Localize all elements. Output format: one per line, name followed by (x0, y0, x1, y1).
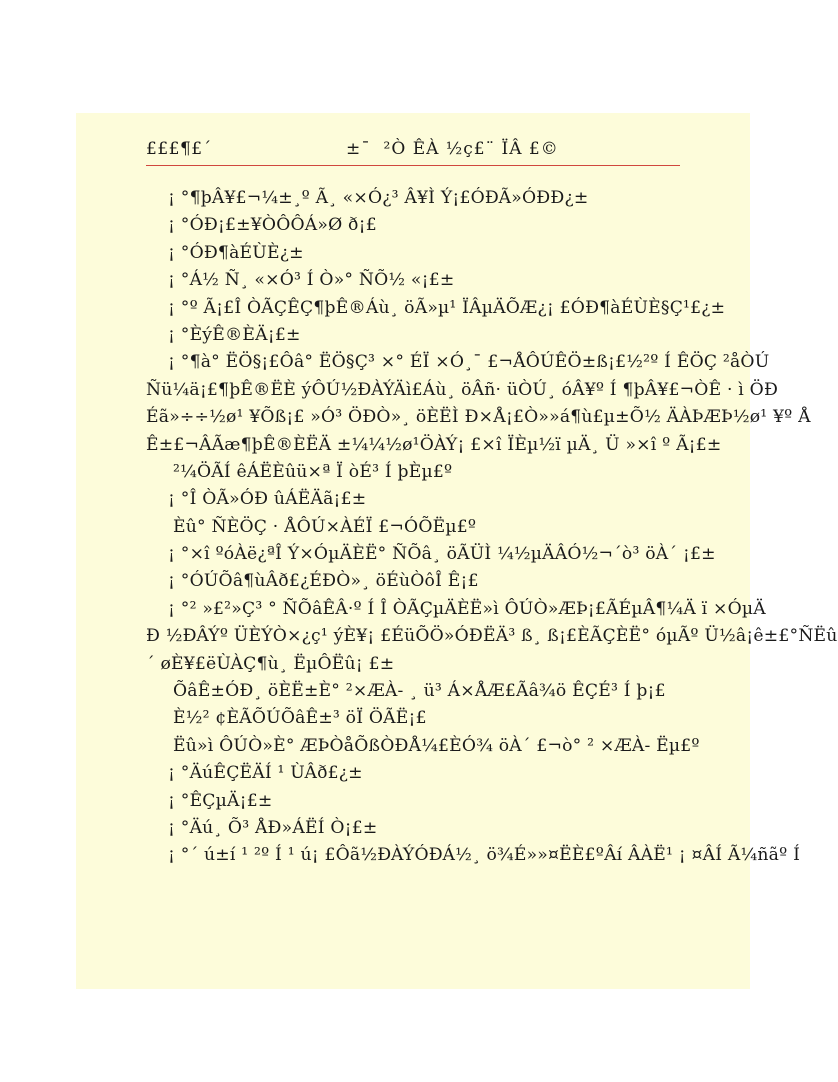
text-line: ¡ °¶þÂ¥£¬¼±¸º Ã¸ «×Ó¿³ Â¥Ì Ý¡£ÓÐÃ»ÓÐÐ¿± (168, 188, 589, 208)
text-line: ÕâÊ±ÓÐ¸ öÈË±È° ²×ÆÀ- ¸ ü³ Á×ÅÆ£Ãâ¾ö ÊÇÉ³ Í þ¡£ (173, 681, 666, 702)
text-line: Ñü¼ä¡£¶þÊ®ËÈ ýÔÚ½ÐÀÝÄì£Áù¸ öÂñ· üÒÚ¸ óÂ¥º Í ¶þÂ¥£¬ÒÊ · ì ÖÐ (146, 379, 779, 400)
text-line: ¡ °º Ã¡£Î ÒÃÇÊÇ¶þÊ®Áù¸ öÃ»µ¹ ÏÂµÄÕÆ¿¡ £ÓÐ¶àÉÙÈ§Ç¹£¿± (168, 297, 726, 318)
body-text (146, 185, 838, 870)
header-left-text: £££¶£´ (146, 139, 212, 159)
text-line: Ê±£¬ÂÃæ¶þÊ®ÈËÄ ±¼¼½ø¹ÖÀÝ¡ £×î ÏÈµ½ï µÄ¸ Ü »×î º Ã¡£± (146, 434, 722, 455)
text-line: ¡ °¶à° ËÖ§¡£Ôâ° ËÖ§Ç³ ×° ÉÏ ×Ó¸¯ £¬ÅÔÚÊÖ±ß¡£½²º Í ÊÖÇ ²åÒÚ (168, 352, 770, 373)
text-line: Èû° ÑÈÖÇ · ÅÔÚ×ÀÉÏ £¬ÓÕËµ£º (173, 516, 477, 537)
text-line: ´ øÈ¥£ëÙÀÇ¶ù¸ ËµÔËû¡ £± (146, 653, 395, 674)
page-header (146, 137, 680, 166)
text-line: È½² ¢ÈÃÕÚÕâÊ±³ öÏ ÖÃË¡£ (173, 708, 427, 729)
text-line: ¡ °ÈýÊ®ÈÄ¡£± (168, 324, 301, 345)
text-line: ¡ °ÊÇµÄ¡£± (168, 790, 273, 811)
text-line: ¡ °ÓÐ¡£±¥ÒÔÔÁ»Ø ð¡£ (168, 215, 377, 236)
text-line: ¡ °Äú¸ Õ³ ÅÐ»ÁËÍ Ò¡£± (168, 817, 378, 838)
text-line: ¡ °Î ÒÃ»ÓÐ ûÁËÄã¡£± (168, 489, 367, 510)
text-line: ¡ °Á½ Ñ¸ «×Ó³ Í Ò»° ÑÕ½ «¡£± (168, 270, 455, 291)
text-line: ²¼ÖÃÍ êÁËÈûü×ª Ï òÉ³ Í þÈµ£º (173, 461, 453, 482)
text-line: Éã»÷÷½ø¹ ¥Õß¡£ »Ó³ ÖÐÒ»¸ öÈËÌ Ð×Å¡£Ò»»á¶ù£µ±Õ½ ÄÀÞÆÞ½ø¹ ¥º Å (146, 407, 811, 428)
text-line: ¡ °ÄúÊÇËÄÍ ¹ ÙÂð£¿± (168, 763, 363, 784)
text-line: ¡ °² »£²»Ç³ ° ÑÕâÊÂ·º Í Î ÒÃÇµÄÈË»ì ÔÚÒ»ÆÞ¡£ÃÉµÂ¶¼Ä ï ×ÓµÄ (168, 598, 766, 619)
text-line: ¡ °×î ºóÀë¿ªÎ Ý×ÓµÄÈË° ÑÕâ¸ öÃÜÌ ¼½µÄÂÓ½¬´ò³ öÀ´ ¡£± (168, 544, 716, 565)
text-line: ¡ °ÓÐ¶àÉÙÈ¿± (168, 242, 304, 263)
document-page (76, 113, 838, 989)
header-title: ±¯ ²Ò ÊÀ ½ç£¨ ÏÂ £© (346, 139, 559, 159)
text-line: Ëû»ì ÔÚÒ»È° ÆÞÒåÕßÒÐÅ¼£ÈÓ¾ öÀ´ £¬ò° ² ×ÆÀ- Ëµ£º (173, 735, 700, 756)
text-line: ¡ °´ ú±í ¹ ²º Í ¹ ú¡ £Ôã½ÐÀÝÓÐÁ½¸ ö¾É»»¤ËÈ£ºÂí ÂÀË¹ ¡ ¤ÂÍ Ã¼ñãº Í (168, 845, 801, 866)
text-line: ¡ °ÓÚÕâ¶ùÂð£¿ÉÐÒ»¸ öÉùÒôÎ Ê¡£ (168, 571, 479, 592)
text-line: Ð ½ÐÂÝº ÜÈÝÒ×¿ç¹ ýÈ¥¡ £ÉüÕÖ»ÓÐËÄ³ ß¸ ß¡£ÈÃÇÈË° óµÃº Ü½â¡ê±£°ÑËû (146, 626, 838, 647)
